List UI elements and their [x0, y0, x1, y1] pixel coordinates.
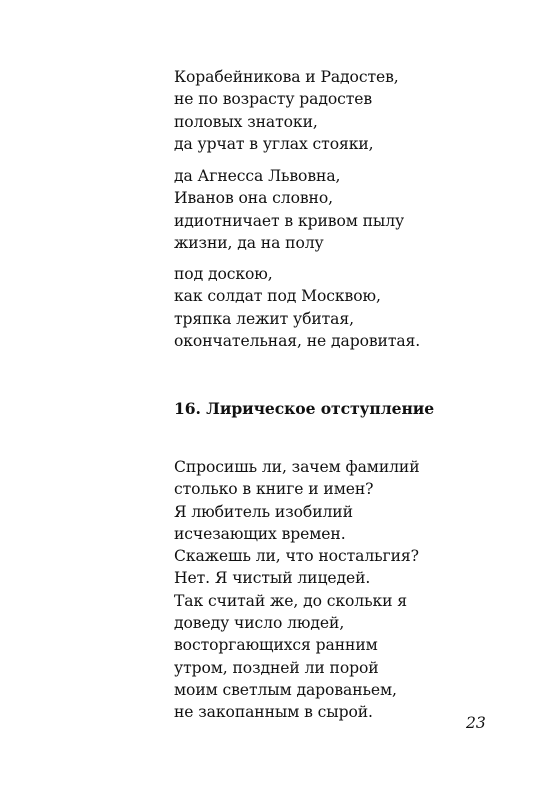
poem-line: Иванов она словно,: [174, 189, 333, 208]
poem-line: Нет. Я чистый лицедей.: [174, 569, 371, 588]
poem-line: утром, поздней ли порой: [174, 658, 379, 677]
poem-line: Корабейникова и Радостев,: [174, 68, 399, 86]
poem-line: под доскою,: [174, 265, 273, 283]
poem-line: половых знатоки,: [174, 112, 318, 131]
poem-line: доведу число людей,: [174, 614, 345, 633]
page-number: 23: [466, 714, 486, 732]
poem-stanza: [174, 263, 420, 352]
poem-line: восторгающихся ранним: [174, 636, 378, 655]
poem-line: тряпка лежит убитая,: [174, 309, 354, 328]
poem-line: моим светлым дарованьем,: [174, 680, 397, 699]
poem-line: не закопанным в сырой.: [174, 703, 373, 722]
poem-line: Я любитель изобилий: [174, 502, 353, 521]
poem-line: окончательная, не даровитая.: [174, 331, 421, 350]
poem-line: идиотничает в кривом пылу: [174, 211, 405, 230]
poem-line: как солдат под Москвою,: [174, 287, 381, 306]
poem-line: да урчат в углах стояки,: [174, 134, 374, 153]
section-heading: 16. Лирическое отступление: [174, 399, 435, 418]
poem-line: Спросишь ли, зачем фамилий: [174, 458, 420, 476]
poem-line: не по возрасту радостев: [174, 90, 373, 109]
poem-line: Так считай же, до скольки я: [174, 591, 408, 610]
poem-line: жизни, да на полу: [174, 233, 324, 252]
poem-line: исчезающих времен.: [174, 524, 346, 543]
poem-line: да Агнесса Львовна,: [174, 167, 341, 185]
poem-stanza: [174, 456, 420, 724]
poem-line: Скажешь ли, что ностальгия?: [174, 547, 419, 566]
poem-stanza: [174, 165, 404, 254]
poem-line: столько в книге и имен?: [174, 480, 374, 499]
poem-stanza: [174, 66, 399, 155]
